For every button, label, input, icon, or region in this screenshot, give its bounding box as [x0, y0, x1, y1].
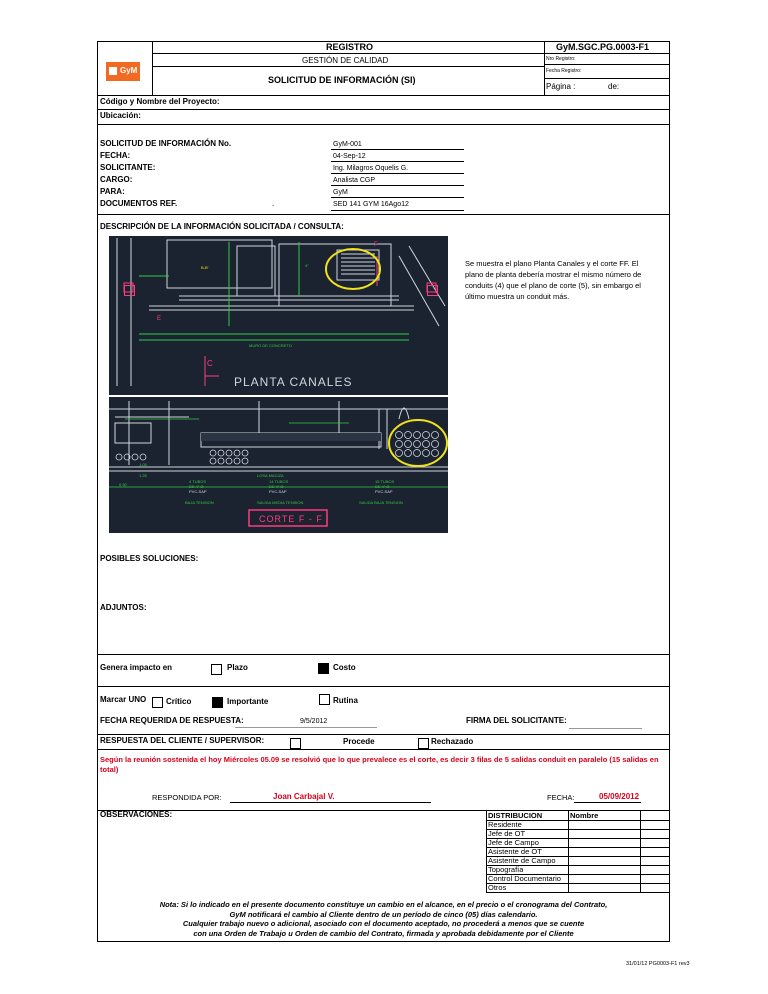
- nota-block: [98, 900, 669, 938]
- firma-label: FIRMA DEL SOLICITANTE:: [466, 716, 567, 725]
- distribucion-row: Jefe de Campo: [488, 838, 539, 847]
- rutina-label: Rutina: [333, 696, 358, 705]
- nombre-header: Nombre: [570, 811, 599, 820]
- field-label: DOCUMENTOS REF.: [100, 199, 178, 208]
- importante-checkbox[interactable]: [212, 697, 223, 708]
- cad-label: DE 4" Ø: [189, 484, 204, 489]
- distribucion-row: Topografía: [488, 865, 524, 874]
- cad-label: BAJA TENSION: [185, 500, 214, 505]
- field-value: Analista CGP: [333, 177, 376, 184]
- plazo-label: Plazo: [227, 663, 248, 672]
- respondida-fecha-value: 05/09/2012: [599, 792, 640, 801]
- cad-label: PVC-SAP: [375, 489, 393, 494]
- nota-line: GyM notificará el cambio al Cliente dentro de un período de cinco (05) días calendario.: [229, 909, 538, 919]
- critico-label: Crítico: [166, 697, 192, 706]
- drawing-title: PLANTA CANALES: [234, 375, 353, 389]
- distribucion-row: Residente: [488, 820, 522, 829]
- cad-label: 15 TUBOS: [375, 479, 395, 484]
- nro-registro-label: Nro Registro:: [546, 56, 576, 62]
- cad-label: E: [157, 316, 162, 322]
- distribucion-header: DISTRIBUCION: [488, 811, 543, 820]
- nota-line: Nota: Si lo indicado en el presente documento constituye un cambio en el alcance, en el precio o el cronograma del Contrato,: [159, 900, 608, 909]
- distribucion-row: Otros: [488, 883, 507, 892]
- cad-label: DE 4" Ø: [269, 484, 284, 489]
- descripcion-text: Se muestra el plano Planta Canales y el corte FF. El plano de planta debería mostrar el mismo número de conduits (4) que el plano de corte (5), sin embargo el último muestra un conduit más.: [465, 259, 642, 301]
- field-label: SOLICITANTE:: [100, 163, 156, 172]
- respuesta-text: Según la reunión sostenida el hoy Miércoles 05.09 se resolvió que lo que prevalece es el corte, es decir 3 filas de 5 salidas conduit en paralelo (15 salidas en total): [100, 755, 659, 774]
- field-label: FECHA:: [100, 151, 131, 160]
- cad-label: 1.25: [139, 473, 147, 478]
- posibles-soluciones-label: POSIBLES SOLUCIONES:: [100, 554, 199, 563]
- field-value: Ing. Milagros Oquelis G.: [333, 165, 409, 172]
- fecha-requerida-value: 9/5/2012: [300, 718, 328, 725]
- field-label: SOLICITUD DE INFORMACIÓN No.: [100, 139, 232, 148]
- descripcion-label: DESCRIPCIÓN DE LA INFORMACIÓN SOLICITADA / CONSULTA:: [100, 222, 344, 231]
- adjuntos-label: ADJUNTOS:: [100, 603, 147, 612]
- cad-label: MURO DE CONCRETO: [249, 343, 292, 348]
- gestion-calidad: GESTIÓN DE CALIDAD: [302, 56, 389, 65]
- marcar-label: Marcar UNO: [100, 695, 147, 704]
- field-value: GyM: [333, 189, 348, 196]
- rechazado-label: Rechazado: [431, 737, 474, 746]
- cad-label: SALIDA BAJA TENSION: [359, 500, 403, 505]
- observaciones-label: OBSERVACIONES:: [100, 810, 173, 819]
- cad-label: SALIDA MEDIA TENSION: [257, 500, 304, 505]
- respondida-fecha-label: FECHA:: [547, 793, 575, 802]
- cad-label: B-B': [201, 265, 209, 270]
- plazo-checkbox[interactable]: [211, 664, 222, 675]
- field-label: PARA:: [100, 187, 125, 196]
- distribucion-row: Jefe de OT: [488, 829, 526, 838]
- corte-ff-drawing: [109, 397, 448, 533]
- document-code: GyM.SGC.PG.0003-F1: [556, 42, 650, 52]
- codigo-proyecto-label: Código y Nombre del Proyecto:: [100, 97, 220, 106]
- cad-label: 1.05: [139, 462, 147, 467]
- distribucion-row: Asistente de Campo: [488, 856, 556, 865]
- marker-square: [427, 285, 438, 296]
- critico-checkbox[interactable]: [152, 697, 163, 708]
- costo-label: Costo: [333, 663, 356, 672]
- field-value: GyM-001: [333, 141, 362, 148]
- drawing-title: CORTE F - F: [259, 514, 323, 524]
- cad-label: 4 TUBOS: [189, 479, 207, 484]
- procede-label: Procede: [343, 737, 375, 746]
- logo-text: GyM: [120, 66, 138, 75]
- cad-label: LOSA MACIZA: [257, 473, 284, 478]
- procede-checkbox[interactable]: [290, 738, 301, 749]
- docs-dot: .: [272, 199, 275, 208]
- cad-label: F: [374, 242, 378, 248]
- cad-label: 4": [305, 263, 309, 268]
- registro-title: REGISTRO: [326, 42, 374, 52]
- pagina-label: Página :: [546, 82, 576, 91]
- nota-line: con una Orden de Trabajo u Orden de cambio del Contrato, firmada y aprobada debidamente por el Cliente: [193, 928, 574, 938]
- cad-label: C: [207, 359, 213, 368]
- cad-label: DE 4" Ø: [375, 484, 390, 489]
- importante-label: Importante: [227, 697, 269, 706]
- respuesta-label: RESPUESTA DEL CLIENTE / SUPERVISOR:: [100, 736, 265, 745]
- rechazado-checkbox[interactable]: [418, 738, 429, 749]
- ubicacion-label: Ubicación:: [100, 111, 141, 120]
- form-title: SOLICITUD DE INFORMACIÓN (SI): [268, 75, 416, 85]
- fecha-requerida-label: FECHA REQUERIDA DE RESPUESTA:: [100, 716, 244, 725]
- respondida-label: RESPONDIDA POR:: [152, 793, 222, 802]
- cad-label: 0.30: [119, 482, 127, 487]
- cad-section-svg: [109, 397, 448, 533]
- nota-line: Cualquier trabajo nuevo o adicional, asociado con el documento aceptado, no procederá a menos que se cuente: [182, 919, 585, 928]
- footer-code: 31/01/12 PG0003-F1 rev3: [626, 961, 690, 967]
- field-value: 04-Sep-12: [333, 153, 366, 160]
- cad-label: PVC-SAP: [269, 489, 287, 494]
- distribucion-table: [486, 811, 669, 893]
- costo-checkbox[interactable]: [318, 663, 329, 674]
- respondida-name: Joan Carbajal V.: [273, 792, 335, 801]
- cad-label: 14 TUBOS: [269, 479, 289, 484]
- cad-label: PVC-SAP: [189, 489, 207, 494]
- de-label: de:: [608, 82, 620, 91]
- gym-logo: [106, 62, 140, 81]
- rutina-checkbox[interactable]: [319, 694, 330, 705]
- fecha-registro-label: Fecha Registro:: [546, 68, 582, 74]
- field-value: SED 141 GYM 16Ago12: [333, 201, 409, 208]
- marker-square: [124, 285, 135, 296]
- distribucion-row: Asistente de OT: [488, 847, 542, 856]
- impacto-label: Genera impacto en: [100, 663, 173, 672]
- distribucion-row: Control Documentario: [488, 874, 561, 883]
- field-label: CARGO:: [100, 175, 133, 184]
- planta-canales-drawing: [109, 236, 448, 395]
